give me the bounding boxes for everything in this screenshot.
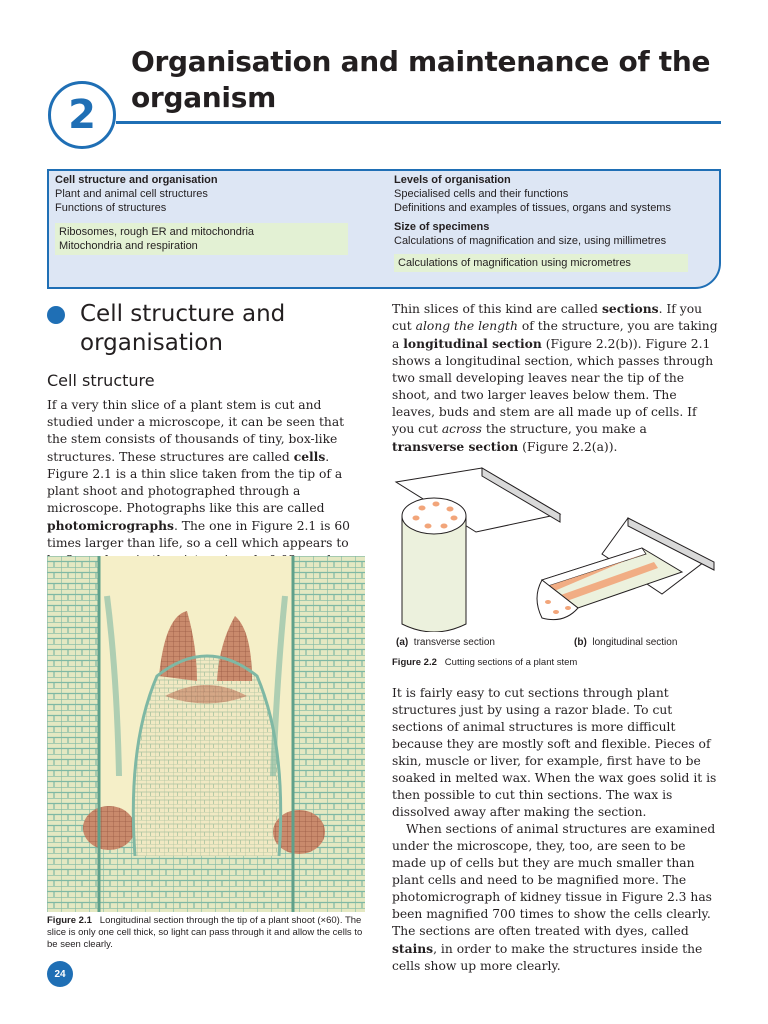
section-heading: Cell structure and organisation — [80, 301, 286, 356]
paragraph: It is fairly easy to cut sections through plant structures just by using a razor blade. To cut sections of animal structures is more difficult because they are mostly soft and flexible. Pieces of skin, muscle or liver, for example, first have to be soaked in melted wax. When the wax goes solid it is then possible to cut thin sections. The wax is dissolved away after making the section. — [392, 686, 717, 819]
page-number: 24 — [54, 968, 66, 980]
syllabus-right-heading: Levels of organisation — [394, 174, 511, 186]
syllabus-left-heading: Cell structure and organisation — [55, 174, 218, 186]
syllabus-item: Functions of structures — [55, 202, 167, 214]
syllabus-extended-item: Calculations of magnification using micrometres — [398, 257, 631, 269]
syllabus-item: Plant and animal cell structures — [55, 188, 208, 200]
syllabus-item: Specialised cells and their functions — [394, 188, 569, 200]
chapter-number-badge — [48, 81, 116, 149]
syllabus-left-column — [55, 173, 385, 255]
paragraph: If a very thin slice of a plant stem is cut and studied under a microscope, it can be seen that the stem consists of thousands of tiny, box-like structures. These structures are called cells. Figure 2.1 is a thin slice taken from the tip of a plant shoot and photographed through a microscope. Photographs like this are called photomicrographs. The one in Figure 2.1 is 60 times larger than life, so a cell which appears to — [47, 398, 350, 550]
paragraph: Thin slices of this kind are called sections. If you cut along the length of the structure, you are taking a longitudinal section (Figure 2.2(b)). Figure 2.1 shows a longitudinal section, which passes through two small developing leaves near the tip of the shoot, and two larger leaves below them. The leaves, buds and stem are all made up of cells. If you cut across the structure, you make a transverse section (Figure 2.2(a)). — [392, 301, 718, 454]
body-text-column-2 — [392, 300, 722, 456]
syllabus-item: Calculations of magnification and size, using millimetres — [394, 235, 667, 247]
section-bullet-icon — [47, 306, 65, 324]
header-rule — [116, 121, 721, 124]
photomicrograph-plant-shoot — [47, 556, 365, 912]
syllabus-item: Definitions and examples of tissues, organs and systems — [394, 202, 671, 214]
chapter-number: 2 — [68, 92, 96, 138]
subheading-cell-structure: Cell structure — [47, 371, 155, 390]
body-text-column-2-lower — [392, 685, 722, 975]
syllabus-extended-block — [55, 223, 348, 255]
chapter-title: Organisation and maintenance of the organism — [131, 45, 711, 114]
figure-2-2b-label: (b) longitudinal section — [574, 637, 678, 648]
figure-2-2a-label: (a) transverse section — [396, 637, 495, 648]
syllabus-extended-item: Mitochondria and respiration — [59, 240, 198, 252]
figure-2-2-diagram — [392, 462, 722, 632]
paragraph: When sections of animal structures are examined under the microscope, they, too, are seen to be made up of cells but they are much smaller than plant cells and need to be magnified more. The photomicrograph of kidney tissue in Figure 2.3 has been magnified 700 times to show the cells clearly. The sections are often treated with dyes, called stains, in order to make the structures inside the cells show up more clearly. — [392, 822, 716, 973]
syllabus-extended-block — [394, 254, 688, 272]
syllabus-right-column — [394, 173, 714, 272]
figure-2-1-caption: Figure 2.1 Longitudinal section through the tip of a plant shoot (×60). The slice is only one cell thick, so light can pass through it and allow the cells to be seen clearly. — [47, 915, 363, 950]
syllabus-box — [47, 169, 721, 289]
figure-2-2-caption: Figure 2.2 Cutting sections of a plant stem — [392, 657, 578, 668]
syllabus-right-heading: Size of specimens — [394, 221, 490, 233]
syllabus-extended-item: Ribosomes, rough ER and mitochondria — [59, 226, 255, 238]
page-number-badge — [47, 961, 73, 987]
